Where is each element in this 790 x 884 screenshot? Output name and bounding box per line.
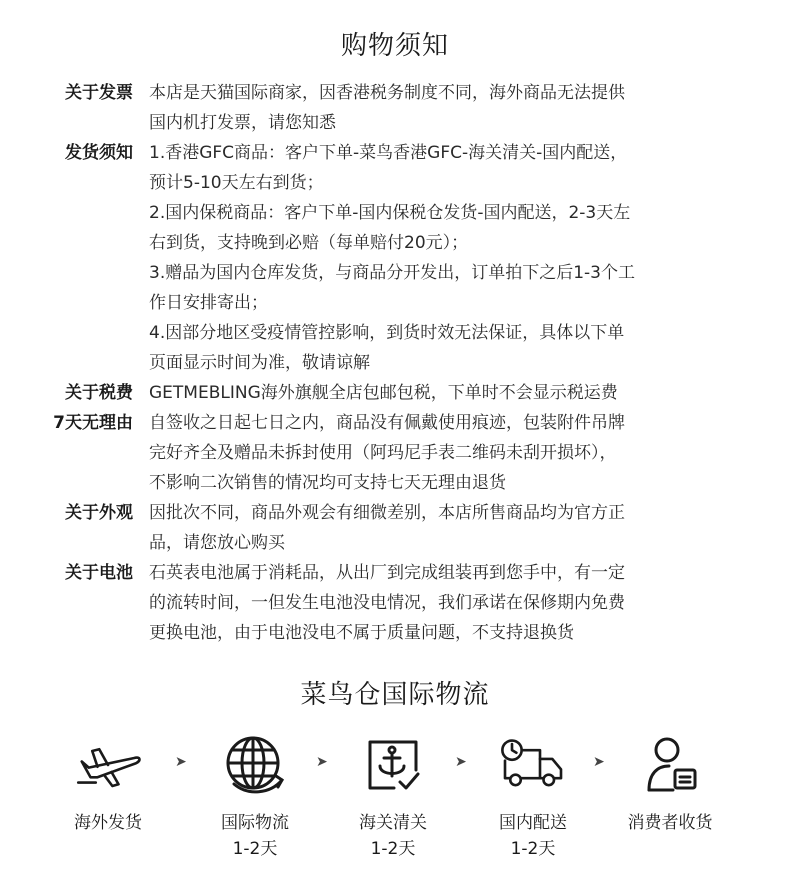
section-body [149, 558, 734, 648]
section-appearance [0, 498, 790, 558]
section-body [149, 138, 734, 378]
logistics-flow [0, 728, 790, 878]
section-line: 2.国内保税商品：客户下单-国内保税仓发货-国内配送，2-3天左 [149, 203, 631, 223]
consumer-icon [635, 730, 705, 800]
section-label: 关于电池 [65, 563, 133, 583]
section-line: 完好齐全及赠品未拆封使用（阿玛尼手表二维码未刮开损坏）， [149, 443, 617, 463]
section-body [149, 378, 734, 408]
step-domestic-delivery [473, 728, 593, 862]
airplane-icon [73, 730, 143, 800]
section-line: 因批次不同，商品外观会有细微差别，本店所售商品均为官方正 [149, 503, 625, 523]
section-line: 石英表电池属于消耗品，从出厂到完成组装再到您手中，有一定 [149, 563, 625, 583]
step-label: 国际物流 [221, 813, 289, 833]
section-line: 国内机打发票，请您知悉 [149, 113, 336, 133]
section-line: 更换电池，由于电池没电不属于质量问题，不支持退换货 [149, 623, 574, 643]
section-line: 自签收之日起七日之内，商品没有佩戴使用痕迹，包装附件吊牌 [149, 413, 625, 433]
step-international-logistics [195, 728, 315, 862]
section-line: 预计5-10天左右到货； [149, 173, 324, 193]
notice-sections [0, 78, 790, 648]
section-return-policy [0, 408, 790, 498]
flow-arrow-icon: ➤ [316, 754, 328, 770]
section-label: 关于税费 [65, 383, 133, 403]
step-customs-clearance [333, 728, 453, 862]
section-line: 本店是天猫国际商家，因香港税务制度不同，海外商品无法提供 [149, 83, 625, 103]
section-label: 发货须知 [65, 143, 133, 163]
section-line: 页面显示时间为准，敬请谅解 [149, 353, 370, 373]
section-line: 作日安排寄出； [149, 293, 268, 313]
step-consumer-receives [610, 728, 730, 836]
step-label: 国内配送 [499, 813, 567, 833]
section-label: 关于发票 [65, 83, 133, 103]
section-line: 的流转时间，一但发生电池没电情况，我们承诺在保修期内免费 [149, 593, 625, 613]
section-line: 1.香港GFC商品：客户下单-菜鸟香港GFC-海关清关-国内配送， [149, 143, 628, 163]
section-line: 品，请您放心购买 [149, 533, 285, 553]
globe-icon [220, 730, 290, 800]
flow-arrow-icon: ➤ [175, 754, 187, 770]
step-label: 海关清关 [359, 813, 427, 833]
flow-arrow-icon: ➤ [455, 754, 467, 770]
section-tax [0, 378, 790, 408]
flow-arrow-icon: ➤ [593, 754, 605, 770]
step-duration: 1-2天 [370, 839, 416, 859]
step-duration: 1-2天 [232, 839, 278, 859]
section-body [149, 78, 734, 138]
section-line: 右到货，支持晚到必赔（每单赔付20元）； [149, 233, 469, 253]
delivery-truck-icon [498, 730, 568, 800]
section-label: 7天无理由 [53, 413, 133, 433]
section-line: GETMEBLING海外旗舰全店包邮包税，下单时不会显示税运费 [149, 383, 618, 403]
section-line: 4.因部分地区受疫情管控影响，到货时效无法保证，具体以下单 [149, 323, 625, 343]
section-body [149, 408, 734, 498]
section-label: 关于外观 [65, 503, 133, 523]
step-label: 海外发货 [74, 813, 142, 833]
section-invoice [0, 78, 790, 138]
step-duration: 1-2天 [510, 839, 556, 859]
customs-anchor-icon [358, 730, 428, 800]
section-line: 3.赠品为国内仓库发货，与商品分开发出，订单拍下之后1-3个工 [149, 263, 635, 283]
logistics-title: 菜鸟仓国际物流 [300, 680, 490, 710]
notice-title: 购物须知 [340, 31, 449, 61]
step-overseas-shipping [48, 728, 168, 836]
section-body [149, 498, 734, 558]
section-line: 不影响二次销售的情况均可支持七天无理由退货 [149, 473, 506, 493]
section-battery [0, 558, 790, 648]
step-label: 消费者收货 [627, 813, 713, 833]
section-shipping [0, 138, 790, 378]
